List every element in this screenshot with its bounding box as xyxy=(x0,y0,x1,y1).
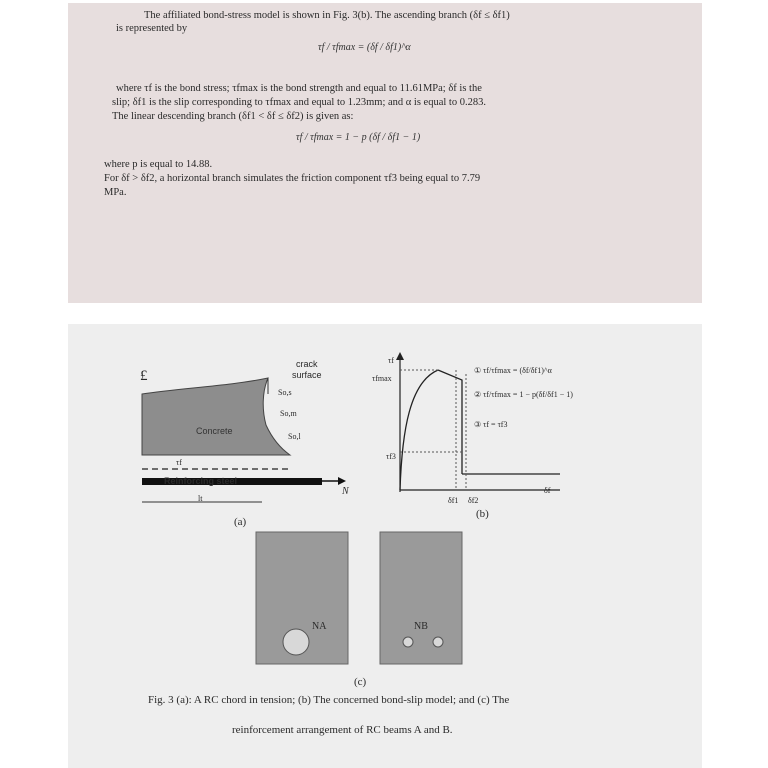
paragraph-2-line-1: where τf is the bond stress; τfmax is the bond strength and equal to 11.61MPa; δf is the xyxy=(116,83,482,94)
beam-a-bar xyxy=(283,629,309,655)
ascending-branch xyxy=(400,370,438,490)
centerline-symbol: £ xyxy=(140,368,148,384)
crack-label-1: crack xyxy=(296,359,318,369)
steel-label: Reinforcing steel xyxy=(164,476,238,486)
paragraph-3-line-1: where p is equal to 14.88. xyxy=(104,159,213,170)
panel-c-label: (c) xyxy=(354,676,367,688)
legend-item-1: ① τf/τfmax = (δf/δf1)^α xyxy=(474,366,552,375)
beam-b-label: NB xyxy=(414,621,428,632)
bond-stress-label: τf xyxy=(176,458,182,467)
crack-label-2: surface xyxy=(292,370,322,380)
paragraph-2-line-3: The linear descending branch (δf1 < δf ≤ δf2) is given as: xyxy=(112,111,354,122)
tf3-label: τf3 xyxy=(386,452,396,461)
paragraph-2-line-2: slip; δf1 is the slip corresponding to τfmax and equal to 1.23mm; and α is equal to 0.283. xyxy=(112,97,486,108)
paragraph-3-line-3: MPa. xyxy=(104,187,127,198)
panel-b-label: (b) xyxy=(476,508,489,520)
y-axis-arrowhead xyxy=(396,352,404,360)
panel-a-label: (a) xyxy=(234,516,247,528)
force-arrowhead xyxy=(338,477,346,485)
caption-line-1: Fig. 3 (a): A RC chord in tension; (b) The concerned bond-slip model; and (c) The xyxy=(148,694,510,706)
x-tick-df1: δf1 xyxy=(448,496,459,505)
caption-line-2: reinforcement arrangement of RC beams A and B. xyxy=(232,724,453,736)
s-label-s: So,s xyxy=(278,388,292,397)
equation-2: τf / τfmax = 1 − p (δf / δf1 − 1) xyxy=(296,132,421,143)
x-tick-df2: δf2 xyxy=(468,496,479,505)
beam-b-bar-left xyxy=(403,637,413,647)
y-axis-label: τf xyxy=(388,356,394,365)
legend-item-2: ② τf/τfmax = 1 − p(δf/δf1 − 1) xyxy=(474,390,573,399)
legend-item-3: ③ τf = τf3 xyxy=(474,420,508,429)
force-label: N xyxy=(342,486,349,497)
equation-1: τf / τfmax = (δf / δf1)^α xyxy=(318,42,411,53)
descending-branch xyxy=(438,370,462,474)
s-label-m: So,m xyxy=(280,409,297,418)
tfmax-label: τfmax xyxy=(372,374,392,383)
paragraph-1-line-2: is represented by xyxy=(116,23,188,34)
x-axis-label: δf xyxy=(544,486,551,495)
length-label: lt xyxy=(198,494,203,503)
s-label-l: So,l xyxy=(288,432,301,441)
paragraph-1-line-1: The affiliated bond-stress model is shown in Fig. 3(b). The ascending branch (δf ≤ δf1) xyxy=(144,10,510,21)
beam-b-bar-right xyxy=(433,637,443,647)
beam-b-section xyxy=(380,532,462,664)
beam-a-label: NA xyxy=(312,621,327,632)
paragraph-3-line-2: For δf > δf2, a horizontal branch simulates the friction component τf3 being equal to 7.79 xyxy=(104,173,481,184)
concrete-label: Concrete xyxy=(196,426,233,436)
